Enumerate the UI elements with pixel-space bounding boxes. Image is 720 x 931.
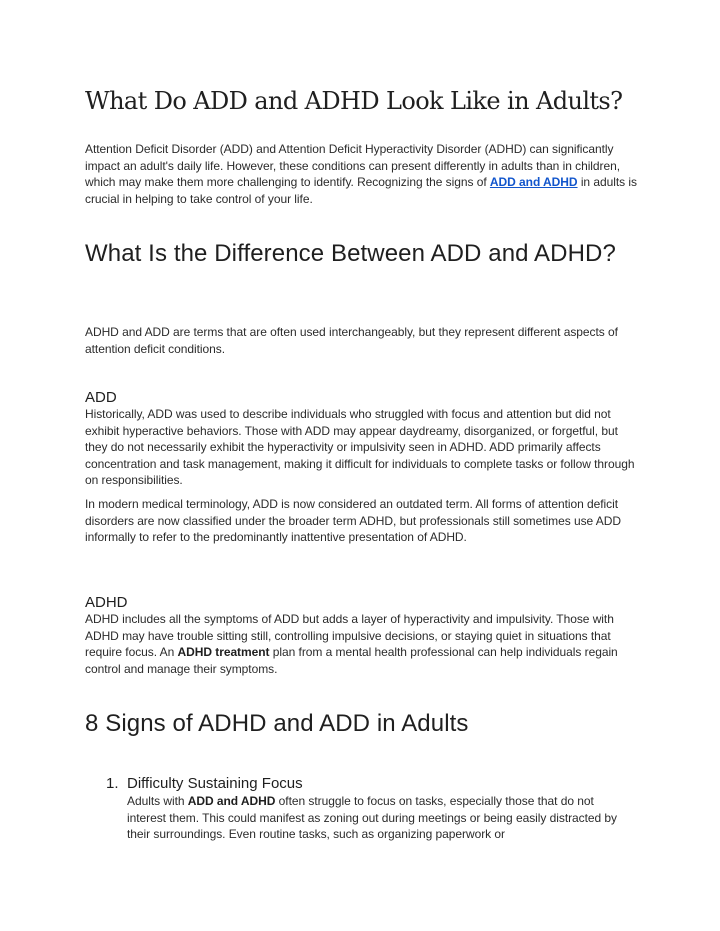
signs-heading: 8 Signs of ADHD and ADD in Adults [85, 710, 469, 737]
intro-text-before: Attention Deficit Disorder (ADD) and Attention Deficit Hyperactivity Disorder (ADHD) can significantly impact an adult's daily life. However, these conditions can present differently in adults than in children, which may make them more challenging to identify. Recognizing the signs of [85, 142, 621, 189]
add-paragraph-2: In modern medical terminology, ADD is now considered an outdated term. All forms of attention deficit disorders are now classified under the broader term ADHD, but professionals still sometimes use ADD informally to refer to the predominantly inattentive presentation of ADHD. [85, 497, 621, 544]
add-heading: ADD [85, 389, 117, 406]
list-item-title: Difficulty Sustaining Focus [127, 775, 303, 792]
list-item-bold: ADD and ADHD [187, 794, 276, 808]
list-item-number: 1. [106, 775, 119, 792]
list-item-text [127, 793, 627, 843]
list-item-text-after: often struggle to focus on tasks, especially those that do not interest them. This could manifest as zoning out during meetings or being easily distracted by their surroundings. Even routine tasks, such as organizing paperwork or [127, 794, 618, 841]
page-title: What Do ADD and ADHD Look Like in Adults? [85, 87, 623, 115]
intro-paragraph [85, 141, 641, 207]
adhd-text-after: plan from a mental health professional can help individuals regain control and manage their symptoms. [85, 645, 618, 676]
intro-text-after: in adults is crucial in helping to take control of your life. [85, 175, 637, 206]
add-adhd-link[interactable]: ADD and ADHD [489, 175, 578, 189]
adhd-paragraph [85, 611, 641, 677]
adhd-treatment-bold: ADHD treatment [177, 645, 270, 659]
adhd-heading: ADHD [85, 594, 128, 611]
add-paragraph-1: Historically, ADD was used to describe individuals who struggled with focus and attention but did not exhibit hyperactive behaviors. Those with ADD may appear daydreamy, disorganized, or forgetful, but they do not necessarily exhibit the hyperactivity or impulsivity seen in ADHD. ADD primarily affects concentration and task management, making it difficult for individuals to complete tasks or follow through on responsibilities. [85, 407, 635, 487]
adhd-text-before: ADHD includes all the symptoms of ADD but adds a layer of hyperactivity and impulsivity. Those with ADHD may have trouble sitting still, controlling impulsive decisions, or staying quiet in situations that require focus. An [85, 612, 614, 659]
difference-heading: What Is the Difference Between ADD and ADHD? [85, 240, 616, 267]
difference-paragraph: ADHD and ADD are terms that are often used interchangeably, but they represent different aspects of attention deficit conditions. [85, 325, 618, 356]
list-item-text-before: Adults with [127, 794, 188, 808]
